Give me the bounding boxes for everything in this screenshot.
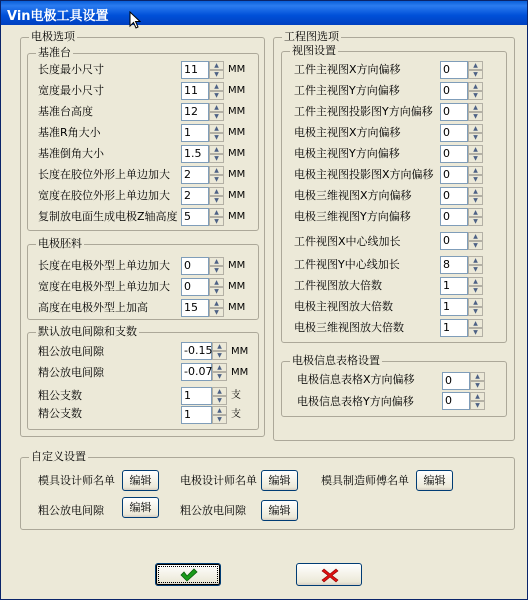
view-row-8-label: 工件视图X中心线加长: [294, 235, 401, 248]
view-row-4-input[interactable]: 0: [440, 145, 468, 163]
unit-mm: MM: [228, 302, 246, 313]
spin-down-icon[interactable]: ▼: [209, 217, 224, 226]
spin-down-icon[interactable]: ▼: [468, 196, 483, 205]
spin-down-icon[interactable]: ▼: [468, 175, 483, 184]
electrode-options-title: 电极选项: [31, 30, 75, 43]
unit-mm: MM: [231, 367, 249, 378]
base-z-height-label: 复制放电面生成电极Z轴高度: [38, 210, 178, 223]
spin-up-icon[interactable]: ▲: [209, 124, 224, 133]
view-row-5-input[interactable]: 0: [440, 166, 468, 184]
window-title: Vin电极工具设置: [7, 9, 109, 24]
base-chamfer-input[interactable]: 1.5: [181, 145, 209, 163]
spin-down-icon[interactable]: ▼: [468, 70, 483, 79]
blank-height-label: 高度在电极外型上加高: [38, 301, 148, 314]
base-length-label: 长度最小尺寸: [38, 63, 104, 76]
view-row-0-input[interactable]: 0: [440, 61, 468, 79]
spin-down-icon[interactable]: ▼: [212, 351, 227, 360]
table-x-offset-label: 电极信息表格X方向偏移: [297, 373, 415, 386]
base-width-input[interactable]: 11: [181, 82, 209, 100]
unit-mm: MM: [228, 281, 246, 292]
spin-down-icon[interactable]: ▼: [209, 133, 224, 142]
spin-up-icon[interactable]: ▲: [209, 299, 224, 308]
mold-designers-label: 模具设计师名单: [38, 474, 115, 487]
spin-down-icon[interactable]: ▼: [212, 415, 227, 424]
spin-down-icon[interactable]: ▼: [209, 175, 224, 184]
unit-mm: MM: [228, 64, 246, 75]
ok-button[interactable]: [155, 563, 221, 586]
view-row-3-label: 电极主视图X方向偏移: [294, 126, 401, 139]
spin-down-icon[interactable]: ▼: [209, 154, 224, 163]
spin-up-icon[interactable]: ▲: [468, 145, 483, 154]
view-row-6-label: 电极三维视图X方向偏移: [294, 189, 412, 202]
view-row-12-input[interactable]: 1: [440, 319, 468, 337]
mold-makers-label: 模具制造师傅名单: [321, 474, 409, 487]
view-row-0-label: 工件主视图X方向偏移: [294, 63, 401, 76]
unit-mm: MM: [228, 211, 246, 222]
spin-up-icon[interactable]: ▲: [209, 257, 224, 266]
spin-down-icon[interactable]: ▼: [209, 308, 224, 317]
spin-up-icon[interactable]: ▲: [212, 387, 227, 396]
unit-mm: MM: [228, 169, 246, 180]
unit-mm: MM: [228, 106, 246, 117]
spin-down-icon[interactable]: ▼: [468, 241, 483, 250]
view-row-10-input[interactable]: 1: [440, 277, 468, 295]
spin-up-icon[interactable]: ▲: [468, 298, 483, 307]
base-width-offset-input[interactable]: 2: [181, 187, 209, 205]
blank-width-label: 宽度在电极外型上单边加大: [38, 280, 170, 293]
base-group: [27, 46, 259, 231]
spin-up-icon[interactable]: ▲: [209, 82, 224, 91]
mouse-cursor-icon: [129, 11, 141, 29]
base-height-label: 基准台高度: [38, 105, 93, 118]
spin-down-icon[interactable]: ▼: [209, 266, 224, 275]
rough-count-input[interactable]: 1: [181, 387, 212, 405]
rough-count-label: 粗公支数: [38, 389, 82, 402]
view-row-7-input[interactable]: 0: [440, 208, 468, 226]
spin-down-icon[interactable]: ▼: [468, 91, 483, 100]
spark-gap-group-title: 默认放电间隙和支数: [38, 325, 137, 338]
rough-gap-label: 粗公放电间隙: [38, 345, 104, 358]
base-chamfer-label: 基准倒角大小: [38, 147, 104, 160]
fine-count-input[interactable]: 1: [181, 406, 212, 424]
spin-up-icon[interactable]: ▲: [212, 363, 227, 372]
view-row-1-label: 工件主视图Y方向偏移: [294, 84, 400, 97]
view-row-1-input[interactable]: 0: [440, 82, 468, 100]
spin-down-icon[interactable]: ▼: [470, 381, 485, 390]
base-height-input[interactable]: 12: [181, 103, 209, 121]
spin-up-icon[interactable]: ▲: [209, 187, 224, 196]
spin-down-icon[interactable]: ▼: [209, 287, 224, 296]
view-row-9-label: 工件视图Y中心线加长: [294, 258, 400, 271]
blank-length-label: 长度在电极外型上单边加大: [38, 259, 170, 272]
view-row-9-input[interactable]: 8: [440, 256, 468, 274]
spin-down-icon[interactable]: ▼: [209, 91, 224, 100]
table-y-offset-label: 电极信息表格Y方向偏移: [297, 395, 414, 408]
rough-gap-list-label: 粗公放电间隙: [38, 504, 104, 517]
edit-mold-makers-button[interactable]: 编辑: [416, 470, 453, 491]
spin-up-icon[interactable]: ▲: [470, 392, 485, 401]
rough-gap-list-label-2: 粗公放电间隙: [180, 504, 246, 517]
spin-up-icon[interactable]: ▲: [209, 208, 224, 217]
rough-gap-input[interactable]: -0.15: [181, 342, 212, 360]
spin-down-icon[interactable]: ▼: [468, 133, 483, 142]
edit-electrode-designers-button[interactable]: 编辑: [261, 470, 298, 491]
spin-down-icon[interactable]: ▼: [212, 372, 227, 381]
spin-down-icon[interactable]: ▼: [468, 286, 483, 295]
edit-rough-gap-button-2[interactable]: 编辑: [261, 500, 298, 521]
base-z-height-input[interactable]: 5: [181, 208, 209, 226]
base-width-offset-label: 宽度在胶位外形上单边加大: [38, 189, 170, 202]
custom-settings-title: 自定义设置: [31, 450, 86, 463]
spin-up-icon[interactable]: ▲: [468, 319, 483, 328]
spin-up-icon[interactable]: ▲: [468, 187, 483, 196]
fine-gap-input[interactable]: -0.07: [181, 363, 212, 381]
spin-up-icon[interactable]: ▲: [468, 61, 483, 70]
fine-count-label: 精公支数: [38, 407, 82, 420]
spin-up-icon[interactable]: ▲: [468, 277, 483, 286]
spin-up-icon[interactable]: ▲: [468, 208, 483, 217]
cancel-button[interactable]: [296, 563, 362, 586]
spin-up-icon[interactable]: ▲: [209, 103, 224, 112]
unit-zhi: 支: [231, 409, 241, 420]
spin-up-icon[interactable]: ▲: [209, 61, 224, 70]
edit-rough-gap-button[interactable]: 编辑: [122, 497, 159, 518]
edit-mold-designers-button[interactable]: 编辑: [122, 470, 159, 491]
view-settings-title: 视图设置: [292, 44, 336, 57]
blank-width-input[interactable]: 0: [181, 278, 209, 296]
unit-mm: MM: [228, 85, 246, 96]
spin-up-icon[interactable]: ▲: [209, 145, 224, 154]
base-r-input[interactable]: 1: [181, 124, 209, 142]
table-y-offset-input[interactable]: 0: [442, 392, 470, 410]
view-row-6-input[interactable]: 0: [440, 187, 468, 205]
view-row-3-input[interactable]: 0: [440, 124, 468, 142]
view-row-2-input[interactable]: 0: [440, 103, 468, 121]
spin-up-icon[interactable]: ▲: [212, 342, 227, 351]
view-row-10-label: 工件视图放大倍数: [294, 279, 382, 292]
spin-down-icon[interactable]: ▼: [468, 307, 483, 316]
electrode-designers-label: 电极设计师名单: [180, 474, 257, 487]
spin-up-icon[interactable]: ▲: [209, 278, 224, 287]
unit-mm: MM: [231, 346, 249, 357]
base-length-input[interactable]: 11: [181, 61, 209, 79]
base-group-title: 基准台: [38, 46, 71, 59]
spin-up-icon[interactable]: ▲: [468, 103, 483, 112]
blank-height-input[interactable]: 15: [181, 299, 209, 317]
base-width-label: 宽度最小尺寸: [38, 84, 104, 97]
title-bar[interactable]: [1, 1, 527, 25]
spin-up-icon[interactable]: ▲: [209, 166, 224, 175]
spin-down-icon[interactable]: ▼: [468, 154, 483, 163]
unit-mm: MM: [228, 190, 246, 201]
spin-down-icon[interactable]: ▼: [468, 328, 483, 337]
spin-up-icon[interactable]: ▲: [468, 124, 483, 133]
table-settings-title: 电极信息表格设置: [292, 354, 380, 367]
unit-mm: MM: [228, 260, 246, 271]
cancel-x-icon: [321, 567, 339, 583]
spin-down-icon[interactable]: ▼: [468, 112, 483, 121]
view-row-7-label: 电极三维视图Y方向偏移: [294, 210, 411, 223]
spin-up-icon[interactable]: ▲: [468, 256, 483, 265]
unit-zhi: 支: [231, 390, 241, 401]
spin-down-icon[interactable]: ▼: [468, 217, 483, 226]
spin-down-icon[interactable]: ▼: [209, 112, 224, 121]
spin-down-icon[interactable]: ▼: [209, 70, 224, 79]
spin-up-icon[interactable]: ▲: [468, 166, 483, 175]
blank-group-title: 电极胚料: [38, 237, 82, 250]
base-r-label: 基准R角大小: [38, 126, 101, 139]
view-row-11-label: 电极主视图放大倍数: [294, 300, 393, 313]
view-row-8-input[interactable]: 0: [440, 232, 468, 250]
drawing-options-title: 工程图选项: [284, 30, 339, 43]
spin-down-icon[interactable]: ▼: [470, 401, 485, 410]
spin-down-icon[interactable]: ▼: [212, 396, 227, 405]
spin-down-icon[interactable]: ▼: [468, 265, 483, 274]
view-row-5-label: 电极主视图投影图X方向偏移: [294, 168, 434, 181]
base-length-offset-input[interactable]: 2: [181, 166, 209, 184]
view-row-12-label: 电极三维视图放大倍数: [294, 321, 404, 334]
fine-gap-label: 精公放电间隙: [38, 366, 104, 379]
spin-up-icon[interactable]: ▲: [468, 232, 483, 241]
checkmark-icon: [180, 567, 198, 583]
spin-up-icon[interactable]: ▲: [212, 406, 227, 415]
unit-mm: MM: [228, 148, 246, 159]
view-row-2-label: 工件主视图投影图Y方向偏移: [294, 105, 433, 118]
spin-up-icon[interactable]: ▲: [470, 372, 485, 381]
spin-up-icon[interactable]: ▲: [468, 82, 483, 91]
blank-length-input[interactable]: 0: [181, 257, 209, 275]
spin-down-icon[interactable]: ▼: [209, 196, 224, 205]
view-row-4-label: 电极主视图Y方向偏移: [294, 147, 400, 160]
table-x-offset-input[interactable]: 0: [442, 372, 470, 390]
base-length-offset-label: 长度在胶位外形上单边加大: [38, 168, 170, 181]
view-row-11-input[interactable]: 1: [440, 298, 468, 316]
unit-mm: MM: [228, 127, 246, 138]
